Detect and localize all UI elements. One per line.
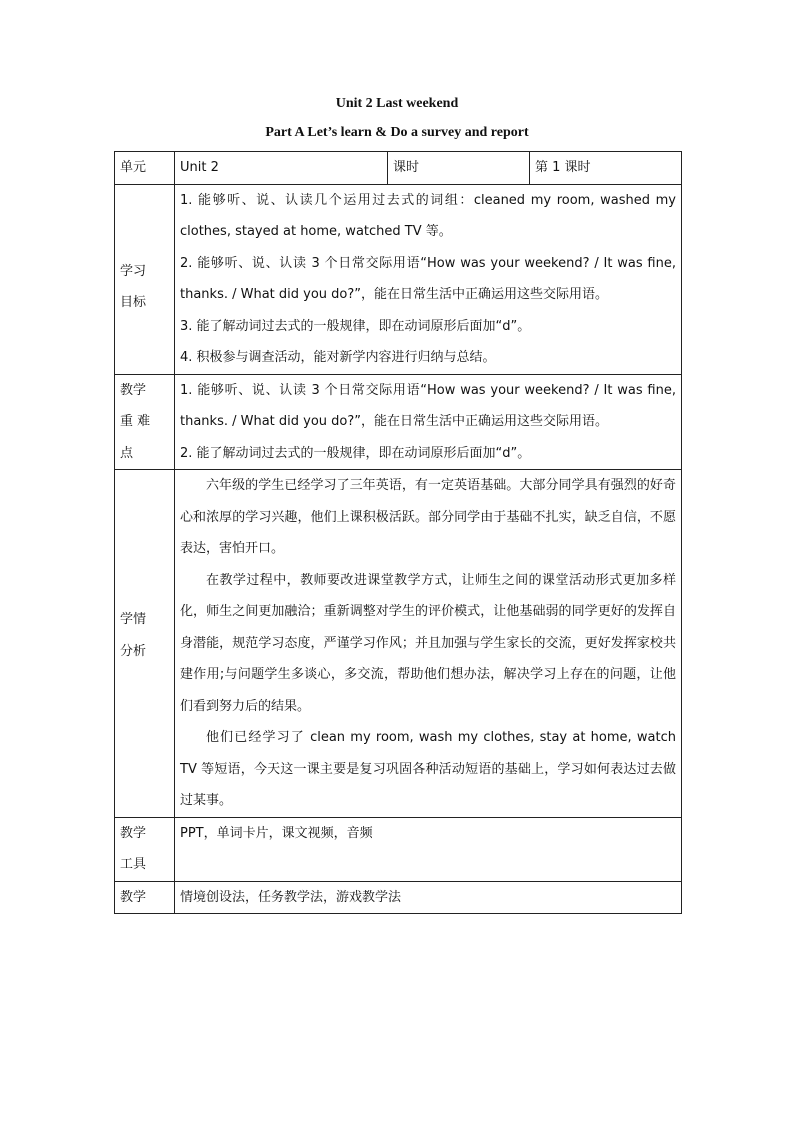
- lesson-label: 课时: [388, 152, 530, 185]
- objective-item: 4. 积极参与调查活动，能对新学内容进行归纳与总结。: [180, 350, 496, 365]
- objectives-label-line1: 学习: [120, 263, 147, 279]
- objectives-label: [115, 184, 175, 374]
- methods-content: [175, 881, 682, 914]
- methods-row: [115, 881, 682, 914]
- tools-value: PPT，单词卡片，课文视频，音频: [180, 825, 373, 841]
- objective-item: 3. 能了解动词过去式的一般规律，即在动词原形后面加“d”。: [180, 318, 531, 334]
- key-points-label-line1: 教学: [120, 382, 147, 398]
- analysis-paragraph: 他们已经学习了 clean my room, wash my clothes, stay at home, watch TV 等短语，今天这一课主要是复习巩固各种活动短语的基础上，学习如何表达过去做过某事。: [180, 730, 676, 808]
- analysis-paragraph: 六年级的学生已经学习了三年英语，有一定英语基础。大部分同学具有强烈的好奇心和浓厚的学习兴趣，他们上课积极活跃。部分同学由于基础不扎实，缺乏自信，不愿表达，害怕开口。: [180, 478, 676, 556]
- analysis-content: [175, 470, 682, 818]
- methods-label-line1: 教学: [120, 889, 147, 905]
- analysis-paragraph: 在教学过程中，教师要改进课堂教学方式，让师生之间的课堂活动形式更加多样化，师生之间更加融洽；重新调整对学生的评价模式，让他基础弱的同学更好的发挥自身潜能，规范学习态度，严谨学习作风；并且加强与学生家长的交流，更好发挥家校共建作用;与问题学生多谈心，多交流，帮助他们想办法，解决学习上存在的问题，让他们看到努力后的结果。: [180, 572, 676, 714]
- objectives-content: [175, 184, 682, 374]
- tools-label-line1: 教学: [120, 825, 147, 841]
- lesson-value: 第 1 课时: [530, 152, 682, 185]
- key-points-row: [115, 374, 682, 470]
- analysis-row: [115, 470, 682, 818]
- lesson-plan-table: [114, 151, 682, 914]
- analysis-label: [115, 470, 175, 818]
- methods-value: 情境创设法，任务教学法，游戏教学法: [180, 889, 402, 905]
- unit-label: 单元: [115, 152, 175, 185]
- key-point-item: 1. 能够听、说、认读 3 个日常交际用语“How was your weekend? / It was fine, thanks. / What did you do?”，能在日常生活中正确运用这些交际用语。: [180, 382, 676, 429]
- key-points-label-line3: 点: [120, 445, 134, 461]
- key-point-item: 2. 能了解动词过去式的一般规律，即在动词原形后面加“d”。: [180, 445, 531, 461]
- key-points-label: [115, 374, 175, 470]
- key-points-label-line2: 重 难: [120, 414, 151, 429]
- key-points-content: [175, 374, 682, 470]
- analysis-label-line2: 分析: [120, 643, 147, 659]
- objective-item: 1. 能够听、说、认读几个运用过去式的词组：cleaned my room, washed my clothes, stayed at home, watched TV 等。: [180, 192, 676, 239]
- header-row: [115, 152, 682, 185]
- objectives-row: [115, 184, 682, 374]
- analysis-label-line1: 学情: [120, 612, 147, 627]
- tools-content: [175, 817, 682, 881]
- objective-item: 2. 能够听、说、认读 3 个日常交际用语“How was your weekend? / It was fine, thanks. / What did you do?”，能在日常生活中正确运用这些交际用语。: [180, 255, 676, 302]
- unit-value: Unit 2: [175, 152, 388, 185]
- document-subtitle: Part A Let’s learn & Do a survey and report: [265, 125, 529, 140]
- tools-label-line2: 工具: [120, 857, 147, 872]
- tools-label: [115, 817, 175, 881]
- document-title: Unit 2 Last weekend: [335, 96, 459, 111]
- methods-label: [115, 881, 175, 914]
- tools-row: [115, 817, 682, 881]
- objectives-label-line2: 目标: [120, 295, 147, 310]
